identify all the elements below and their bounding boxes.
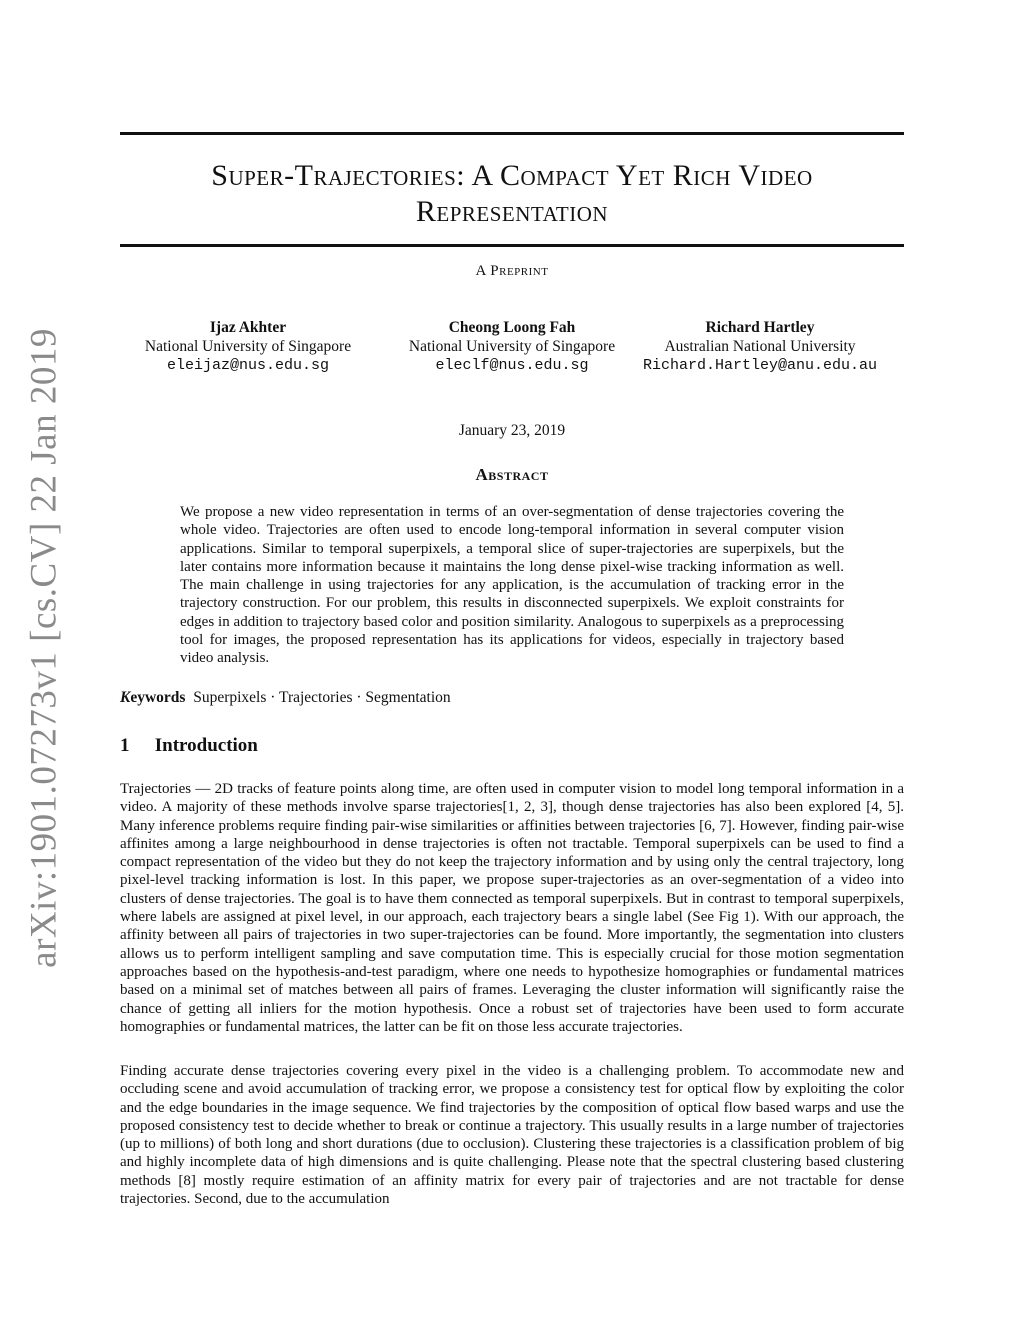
keywords-label-rest: eywords <box>130 689 186 706</box>
keywords-label-k: K <box>120 689 131 706</box>
author-name: Richard Hartley <box>705 319 815 336</box>
preprint-label: A Preprint <box>475 263 549 279</box>
paper-title <box>120 158 904 230</box>
author-email[interactable]: eleclf@nus.edu.sg <box>435 357 589 374</box>
author-email[interactable]: Richard.Hartley@anu.edu.au <box>642 357 878 374</box>
author-block <box>130 318 366 375</box>
author-email[interactable]: eleijaz@nus.edu.sg <box>166 357 330 374</box>
author-block <box>622 318 898 375</box>
author-block <box>376 318 648 375</box>
title-line-1: Super-Trajectories: A Compact Yet Rich Video <box>211 159 813 192</box>
section-heading <box>120 735 258 757</box>
title-top-rule <box>120 132 904 135</box>
arxiv-identifier: arXiv:1901.07273v1 [cs.CV] 22 Jan 2019 <box>23 328 65 968</box>
keywords-label <box>120 689 185 706</box>
section-title: Introduction <box>154 735 258 756</box>
body-paragraph: Trajectories — 2D tracks of feature points along time, are often used in computer vision to model long temporal information in a video. A majority of these methods involve sparse trajectories[1, 2, 3], though dense trajectories has also been explored [4, 5]. Many inference problems require finding pair-wise similarities or affinities between trajectories [6, 7]. However, finding pair-wise affinites among a large neighbourhood in dense trajectories is often not tractable. Temporal superpixels can be used to find a compact representation of the video but they do not keep the trajectory information and by using only the central trajectory, long pixel-level tracking information is lost. In this paper, we propose super-trajectories as an over-segmentation of a video into clusters of dense trajectories. The goal is to have them connected as temporal superpixels. But in contrast to temporal superpixels, where labels are assigned at pixel level, in our approach, each trajectory bears a single label (See Fig 1). With our approach, the affinity between all pairs of trajectories in two super-trajectories can be found. More importantly, the segmentation into clusters allows us to perform intelligent sampling and save computation time. This is especially crucial for those motion segmentation approaches based on the hypothesis-and-test paradigm, where one needs to hypothesize homographies or fundamental matrices based on a minimal set of matches between all pairs of frames. Leveraging the cluster information will significantly raise the chance of getting all inliers for the motion hypothesis. Once a robust set of trajectories have been used to form accurate homographies or fundamental matrices, the latter can be fit on those less accurate trajectories. <box>120 781 904 1035</box>
author-affiliation: Australian National University <box>664 338 856 355</box>
body-paragraph: Finding accurate dense trajectories covering every pixel in the video is a challenging problem. To accommodate new and occluding scene and avoid accumulation of tracking error, we propose a consistency test for optical flow by exploiting the color and the edge boundaries in the image sequence. We find trajectories by the composition of optical flow based warps and use the proposed consistency test to decide whether to break or continue a trajectory. This usually results in a large number of trajectories (up to millions) of both long and short durations (due to occlusion). Clustering these trajectories is a classification problem of big and highly incomplete data of high dimensions and is quite challenging. Please note that the spectral clustering based clustering methods [8] mostly require estimation of an affinity matrix for every pair of trajectories and are not tractable for dense trajectories. Second, due to the accumulation <box>120 1063 904 1208</box>
author-affiliation: National University of Singapore <box>408 338 616 355</box>
abstract-text: We propose a new video representation in terms of an over-segmentation of dense trajectories covering the whole video. Trajectories are often used to encode long-temporal information in several computer vision applications. Similar to temporal superpixels, a temporal slice of super-trajectories are superpixels, but the later contains more information because it maintains the long dense pixel-wise tracking information as well. The main challenge in using trajectories for any application, is the accumulation of tracking error in the trajectory construction. For our problem, this results in disconnected superpixels. We exploit constraints for edges in addition to trajectory based color and position similarity. Analogous to superpixels as a preprocessing tool for images, the proposed representation has its applications for videos, especially in trajectory based video analysis. <box>180 504 844 667</box>
publication-date: January 23, 2019 <box>458 422 566 439</box>
keywords-line <box>120 689 904 707</box>
abstract-heading: Abstract <box>475 465 549 484</box>
keywords-text: Superpixels · Trajectories · Segmentation <box>193 689 451 706</box>
title-line-2: Representation <box>415 195 609 228</box>
author-name: Ijaz Akhter <box>209 319 287 336</box>
author-affiliation: National University of Singapore <box>144 338 352 355</box>
author-name: Cheong Loong Fah <box>448 319 576 336</box>
section-number: 1 <box>120 735 130 756</box>
title-bottom-rule <box>120 244 904 247</box>
